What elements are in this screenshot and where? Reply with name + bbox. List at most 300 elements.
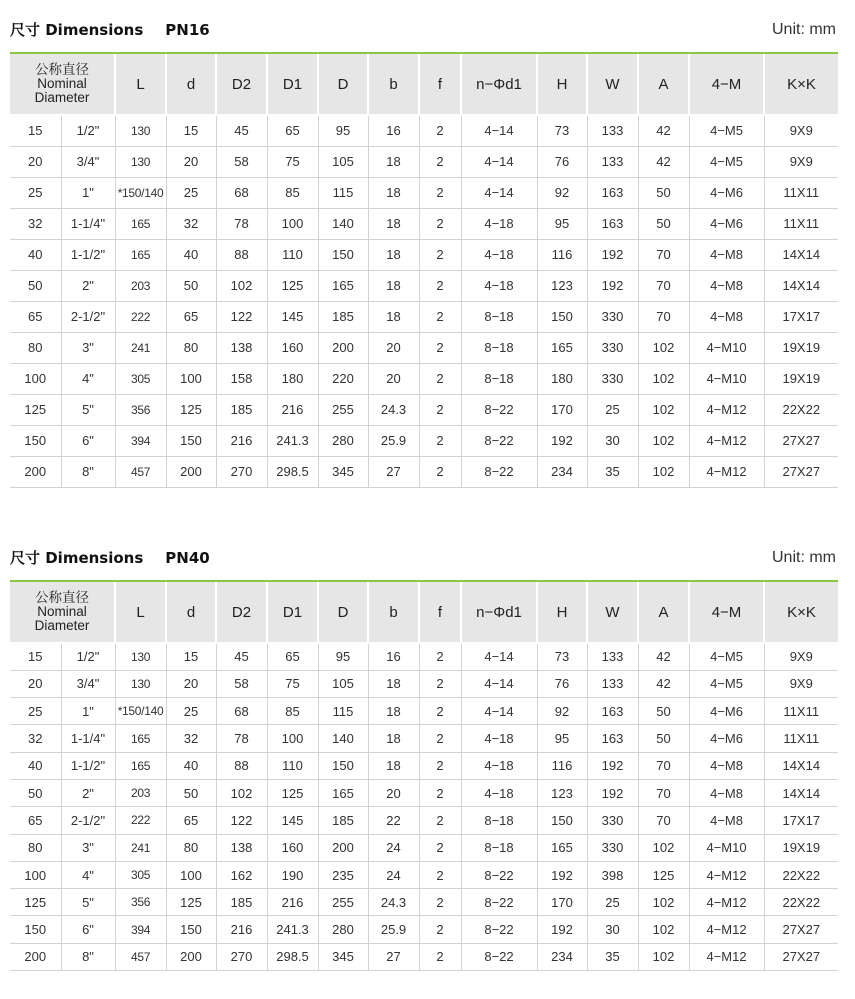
- cell-l: 165: [115, 725, 166, 752]
- table-body: [10, 643, 838, 971]
- cell-dn: 150: [10, 916, 61, 943]
- col-header-d2: D2: [216, 582, 267, 643]
- cell-d1: 160: [267, 332, 318, 363]
- cell-w: 192: [587, 270, 638, 301]
- cell-big-d: 345: [318, 943, 368, 970]
- cell-b: 24.3: [368, 889, 419, 916]
- cell-d2: 88: [216, 752, 267, 779]
- cell-d1: 85: [267, 177, 318, 208]
- cell-b: 18: [368, 208, 419, 239]
- table-row: [10, 270, 838, 301]
- cell-n-phi-d1: 4−18: [461, 779, 537, 806]
- cell-4-m: 4−M6: [689, 177, 764, 208]
- cell-n-phi-d1: 8−22: [461, 425, 537, 456]
- cell-dn: 65: [10, 807, 61, 834]
- cell-w: 25: [587, 889, 638, 916]
- cell-n-phi-d1: 4−14: [461, 146, 537, 177]
- cell-size-inch: 2-1/2": [61, 301, 115, 332]
- cell-a: 102: [638, 332, 689, 363]
- cell-size-inch: 2": [61, 779, 115, 806]
- cell-d: 25: [166, 698, 216, 725]
- cell-4-m: 4−M5: [689, 670, 764, 697]
- cell-4-m: 4−M12: [689, 943, 764, 970]
- cell-b: 18: [368, 177, 419, 208]
- cell-a: 102: [638, 943, 689, 970]
- cell-w: 192: [587, 239, 638, 270]
- cell-d: 65: [166, 301, 216, 332]
- cell-d1: 180: [267, 363, 318, 394]
- cell-dn: 200: [10, 943, 61, 970]
- table-body: [10, 115, 838, 487]
- cell-size-inch: 1-1/4": [61, 208, 115, 239]
- pressure-rating: PN16: [165, 21, 210, 39]
- cell-l: 356: [115, 394, 166, 425]
- cell-f: 2: [419, 834, 461, 861]
- cell-w: 398: [587, 861, 638, 888]
- cell-d: 40: [166, 752, 216, 779]
- cell-f: 2: [419, 643, 461, 670]
- cell-h: 116: [537, 752, 587, 779]
- col-header-h: H: [537, 54, 587, 115]
- table-row: [10, 456, 838, 487]
- cell-d2: 138: [216, 332, 267, 363]
- cell-a: 50: [638, 208, 689, 239]
- cell-4-m: 4−M8: [689, 807, 764, 834]
- cell-l: 130: [115, 146, 166, 177]
- cell-size-inch: 1-1/2": [61, 752, 115, 779]
- cell-b: 25.9: [368, 425, 419, 456]
- col-header-4-m: 4−M: [689, 54, 764, 115]
- cell-dn: 150: [10, 425, 61, 456]
- dimensions-table: [10, 54, 838, 488]
- cell-kxk: 19X19: [764, 332, 838, 363]
- table-row: [10, 779, 838, 806]
- cell-dn: 125: [10, 394, 61, 425]
- cell-dn: 15: [10, 115, 61, 146]
- cell-big-d: 280: [318, 916, 368, 943]
- cell-n-phi-d1: 8−22: [461, 456, 537, 487]
- cell-d: 65: [166, 807, 216, 834]
- cell-4-m: 4−M10: [689, 834, 764, 861]
- cell-d: 20: [166, 146, 216, 177]
- cell-d: 200: [166, 456, 216, 487]
- cell-kxk: 27X27: [764, 456, 838, 487]
- cell-d1: 160: [267, 834, 318, 861]
- section-header: [10, 528, 838, 580]
- cell-w: 330: [587, 332, 638, 363]
- table-row: [10, 889, 838, 916]
- cell-w: 35: [587, 456, 638, 487]
- title-text: 尺寸 Dimensions: [10, 549, 144, 567]
- cell-d1: 145: [267, 301, 318, 332]
- cell-a: 70: [638, 270, 689, 301]
- cell-l: 165: [115, 239, 166, 270]
- cell-w: 330: [587, 807, 638, 834]
- cell-a: 125: [638, 861, 689, 888]
- cell-a: 102: [638, 425, 689, 456]
- cell-l: 457: [115, 943, 166, 970]
- nd-english-label-1: Nominal: [37, 76, 87, 91]
- table-row: [10, 670, 838, 697]
- cell-dn: 40: [10, 752, 61, 779]
- cell-4-m: 4−M10: [689, 332, 764, 363]
- table-row: [10, 916, 838, 943]
- cell-l: 305: [115, 861, 166, 888]
- cell-l: 241: [115, 332, 166, 363]
- cell-h: 73: [537, 643, 587, 670]
- cell-dn: 100: [10, 861, 61, 888]
- cell-b: 25.9: [368, 916, 419, 943]
- cell-d2: 78: [216, 208, 267, 239]
- cell-h: 192: [537, 861, 587, 888]
- cell-size-inch: 1": [61, 698, 115, 725]
- cell-d: 32: [166, 208, 216, 239]
- cell-d: 150: [166, 425, 216, 456]
- cell-a: 70: [638, 807, 689, 834]
- table-row: [10, 394, 838, 425]
- cell-f: 2: [419, 177, 461, 208]
- unit-label: Unit: mm: [772, 549, 836, 566]
- cell-d1: 85: [267, 698, 318, 725]
- cell-d: 125: [166, 889, 216, 916]
- col-header-big-d: D: [318, 54, 368, 115]
- cell-4-m: 4−M8: [689, 270, 764, 301]
- col-header-f: f: [419, 54, 461, 115]
- cell-l: *150/140: [115, 177, 166, 208]
- cell-size-inch: 1-1/4": [61, 725, 115, 752]
- cell-kxk: 22X22: [764, 861, 838, 888]
- col-header-a: A: [638, 582, 689, 643]
- nd-english-label-2: Diameter: [34, 618, 90, 633]
- cell-b: 24.3: [368, 394, 419, 425]
- cell-size-inch: 3": [61, 834, 115, 861]
- cell-d2: 216: [216, 916, 267, 943]
- cell-w: 25: [587, 394, 638, 425]
- cell-n-phi-d1: 8−22: [461, 394, 537, 425]
- cell-l: 203: [115, 779, 166, 806]
- cell-d1: 65: [267, 643, 318, 670]
- cell-n-phi-d1: 8−18: [461, 363, 537, 394]
- cell-dn: 80: [10, 834, 61, 861]
- cell-kxk: 14X14: [764, 239, 838, 270]
- table-row: [10, 177, 838, 208]
- cell-d2: 138: [216, 834, 267, 861]
- cell-h: 123: [537, 779, 587, 806]
- cell-h: 76: [537, 670, 587, 697]
- cell-f: 2: [419, 301, 461, 332]
- cell-d: 80: [166, 332, 216, 363]
- cell-b: 27: [368, 456, 419, 487]
- cell-d2: 185: [216, 889, 267, 916]
- cell-kxk: 11X11: [764, 725, 838, 752]
- cell-dn: 200: [10, 456, 61, 487]
- cell-dn: 100: [10, 363, 61, 394]
- cell-h: 170: [537, 889, 587, 916]
- cell-n-phi-d1: 8−18: [461, 332, 537, 363]
- cell-n-phi-d1: 8−22: [461, 889, 537, 916]
- cell-big-d: 95: [318, 643, 368, 670]
- cell-d1: 125: [267, 779, 318, 806]
- nd-english-label-1: Nominal: [37, 604, 87, 619]
- cell-a: 102: [638, 394, 689, 425]
- cell-size-inch: 1": [61, 177, 115, 208]
- title-text: 尺寸 Dimensions: [10, 21, 144, 39]
- table-row: [10, 725, 838, 752]
- cell-f: 2: [419, 752, 461, 779]
- cell-f: 2: [419, 239, 461, 270]
- section-title: [10, 547, 210, 568]
- cell-size-inch: 1/2": [61, 115, 115, 146]
- cell-kxk: 9X9: [764, 643, 838, 670]
- cell-n-phi-d1: 4−18: [461, 239, 537, 270]
- cell-w: 163: [587, 208, 638, 239]
- cell-l: 165: [115, 208, 166, 239]
- cell-kxk: 14X14: [764, 779, 838, 806]
- table-row: [10, 239, 838, 270]
- cell-d: 125: [166, 394, 216, 425]
- cell-d1: 110: [267, 752, 318, 779]
- cell-dn: 32: [10, 725, 61, 752]
- cell-kxk: 9X9: [764, 146, 838, 177]
- cell-h: 192: [537, 425, 587, 456]
- cell-l: 394: [115, 425, 166, 456]
- col-header-b: b: [368, 582, 419, 643]
- cell-f: 2: [419, 943, 461, 970]
- cell-w: 133: [587, 670, 638, 697]
- col-header-h: H: [537, 582, 587, 643]
- cell-l: 130: [115, 670, 166, 697]
- cell-dn: 125: [10, 889, 61, 916]
- cell-big-d: 140: [318, 725, 368, 752]
- cell-a: 70: [638, 301, 689, 332]
- nd-chinese-label: 公称直径: [35, 590, 89, 605]
- cell-l: 394: [115, 916, 166, 943]
- cell-d1: 298.5: [267, 943, 318, 970]
- cell-dn: 50: [10, 270, 61, 301]
- cell-big-d: 105: [318, 670, 368, 697]
- col-header-l: L: [115, 582, 166, 643]
- col-header-l: L: [115, 54, 166, 115]
- cell-kxk: 27X27: [764, 425, 838, 456]
- cell-d: 15: [166, 115, 216, 146]
- cell-d2: 122: [216, 301, 267, 332]
- col-header-4-m: 4−M: [689, 582, 764, 643]
- cell-4-m: 4−M10: [689, 363, 764, 394]
- table-row: [10, 834, 838, 861]
- cell-a: 50: [638, 698, 689, 725]
- header-row: [10, 582, 838, 643]
- cell-size-inch: 6": [61, 425, 115, 456]
- cell-4-m: 4−M12: [689, 861, 764, 888]
- header-row: [10, 54, 838, 115]
- cell-dn: 20: [10, 146, 61, 177]
- cell-w: 192: [587, 779, 638, 806]
- cell-dn: 15: [10, 643, 61, 670]
- cell-n-phi-d1: 4−18: [461, 725, 537, 752]
- table-row: [10, 643, 838, 670]
- cell-big-d: 140: [318, 208, 368, 239]
- cell-4-m: 4−M6: [689, 725, 764, 752]
- cell-l: 130: [115, 643, 166, 670]
- cell-f: 2: [419, 807, 461, 834]
- cell-b: 20: [368, 363, 419, 394]
- cell-dn: 25: [10, 177, 61, 208]
- cell-d1: 65: [267, 115, 318, 146]
- cell-w: 163: [587, 725, 638, 752]
- cell-kxk: 14X14: [764, 752, 838, 779]
- cell-d1: 145: [267, 807, 318, 834]
- cell-b: 18: [368, 698, 419, 725]
- cell-d: 100: [166, 861, 216, 888]
- cell-b: 16: [368, 115, 419, 146]
- cell-big-d: 185: [318, 807, 368, 834]
- cell-w: 192: [587, 752, 638, 779]
- cell-f: 2: [419, 456, 461, 487]
- cell-f: 2: [419, 270, 461, 301]
- cell-h: 170: [537, 394, 587, 425]
- cell-4-m: 4−M12: [689, 889, 764, 916]
- cell-d2: 162: [216, 861, 267, 888]
- cell-f: 2: [419, 779, 461, 806]
- cell-size-inch: 2": [61, 270, 115, 301]
- cell-b: 27: [368, 943, 419, 970]
- cell-b: 18: [368, 146, 419, 177]
- cell-h: 150: [537, 807, 587, 834]
- cell-4-m: 4−M8: [689, 779, 764, 806]
- cell-h: 165: [537, 332, 587, 363]
- cell-kxk: 17X17: [764, 301, 838, 332]
- cell-a: 70: [638, 779, 689, 806]
- table-row: [10, 363, 838, 394]
- cell-f: 2: [419, 916, 461, 943]
- cell-l: 457: [115, 456, 166, 487]
- cell-w: 330: [587, 363, 638, 394]
- cell-size-inch: 8": [61, 943, 115, 970]
- cell-a: 102: [638, 889, 689, 916]
- cell-h: 180: [537, 363, 587, 394]
- cell-dn: 32: [10, 208, 61, 239]
- cell-kxk: 14X14: [764, 270, 838, 301]
- cell-d2: 102: [216, 270, 267, 301]
- cell-l: 165: [115, 752, 166, 779]
- cell-d1: 100: [267, 725, 318, 752]
- cell-h: 73: [537, 115, 587, 146]
- cell-4-m: 4−M12: [689, 916, 764, 943]
- cell-b: 20: [368, 332, 419, 363]
- cell-d1: 241.3: [267, 425, 318, 456]
- cell-f: 2: [419, 146, 461, 177]
- cell-big-d: 200: [318, 834, 368, 861]
- cell-n-phi-d1: 4−14: [461, 643, 537, 670]
- cell-size-inch: 3/4": [61, 146, 115, 177]
- col-header-big-d: D: [318, 582, 368, 643]
- dimensions-table: [10, 582, 838, 971]
- cell-d2: 185: [216, 394, 267, 425]
- cell-n-phi-d1: 8−22: [461, 943, 537, 970]
- cell-a: 50: [638, 725, 689, 752]
- cell-big-d: 255: [318, 889, 368, 916]
- cell-b: 18: [368, 301, 419, 332]
- cell-l: 356: [115, 889, 166, 916]
- cell-big-d: 200: [318, 332, 368, 363]
- unit-label: Unit: mm: [772, 21, 836, 38]
- cell-a: 42: [638, 643, 689, 670]
- cell-l: *150/140: [115, 698, 166, 725]
- cell-big-d: 115: [318, 177, 368, 208]
- cell-b: 18: [368, 670, 419, 697]
- cell-f: 2: [419, 332, 461, 363]
- cell-f: 2: [419, 425, 461, 456]
- cell-d: 200: [166, 943, 216, 970]
- col-header-a: A: [638, 54, 689, 115]
- cell-a: 102: [638, 916, 689, 943]
- cell-d2: 270: [216, 456, 267, 487]
- cell-dn: 65: [10, 301, 61, 332]
- cell-size-inch: 4": [61, 363, 115, 394]
- cell-4-m: 4−M5: [689, 115, 764, 146]
- cell-d2: 88: [216, 239, 267, 270]
- cell-d: 50: [166, 779, 216, 806]
- cell-n-phi-d1: 8−22: [461, 861, 537, 888]
- cell-l: 222: [115, 301, 166, 332]
- cell-n-phi-d1: 4−14: [461, 177, 537, 208]
- cell-d1: 125: [267, 270, 318, 301]
- cell-l: 130: [115, 115, 166, 146]
- cell-n-phi-d1: 8−18: [461, 301, 537, 332]
- col-header-kxk: K×K: [764, 582, 838, 643]
- col-header-d1: D1: [267, 54, 318, 115]
- cell-n-phi-d1: 4−18: [461, 270, 537, 301]
- cell-b: 24: [368, 861, 419, 888]
- cell-h: 234: [537, 943, 587, 970]
- cell-d: 32: [166, 725, 216, 752]
- cell-big-d: 150: [318, 239, 368, 270]
- cell-kxk: 19X19: [764, 834, 838, 861]
- cell-a: 70: [638, 239, 689, 270]
- section-header: [10, 0, 838, 52]
- cell-a: 42: [638, 670, 689, 697]
- cell-a: 70: [638, 752, 689, 779]
- cell-a: 102: [638, 363, 689, 394]
- cell-f: 2: [419, 115, 461, 146]
- cell-l: 241: [115, 834, 166, 861]
- nominal-diameter-header: [10, 54, 115, 115]
- cell-f: 2: [419, 208, 461, 239]
- cell-h: 92: [537, 698, 587, 725]
- cell-b: 22: [368, 807, 419, 834]
- cell-d2: 68: [216, 698, 267, 725]
- table-row: [10, 146, 838, 177]
- cell-size-inch: 1/2": [61, 643, 115, 670]
- cell-big-d: 220: [318, 363, 368, 394]
- table-row: [10, 332, 838, 363]
- cell-l: 222: [115, 807, 166, 834]
- cell-size-inch: 3/4": [61, 670, 115, 697]
- cell-big-d: 165: [318, 270, 368, 301]
- cell-n-phi-d1: 8−22: [461, 916, 537, 943]
- table-row: [10, 752, 838, 779]
- cell-w: 163: [587, 177, 638, 208]
- cell-d2: 270: [216, 943, 267, 970]
- cell-f: 2: [419, 725, 461, 752]
- cell-f: 2: [419, 394, 461, 425]
- dimensions-section-pn16: [10, 0, 838, 488]
- col-header-d: d: [166, 54, 216, 115]
- cell-d2: 58: [216, 670, 267, 697]
- cell-a: 102: [638, 834, 689, 861]
- col-header-d1: D1: [267, 582, 318, 643]
- cell-kxk: 9X9: [764, 670, 838, 697]
